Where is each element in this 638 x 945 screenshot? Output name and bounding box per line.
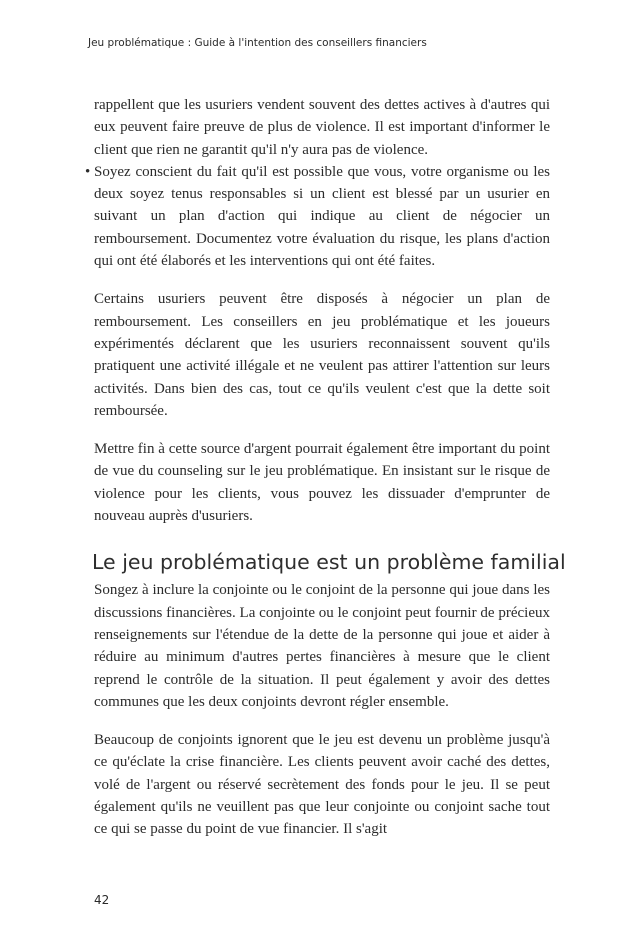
page-number: 42 [94,893,110,907]
bullet-marker: • [85,163,91,180]
bullet-text: Soyez conscient du fait qu'il est possible que vous, votre organisme ou les deux soyez tenus responsables si un client est blessé par un usurier en suivant un plan d'action qui indique au client de négocier un remboursement. Documentez votre évaluation du risque, les plans d'action qui ont été élaborés et les interventions qui ont été faites. [94,163,550,270]
paragraph-counseling: Mettre fin à cette source d'argent pourrait également être important du point de vue du counseling sur le jeu problématique. En insistant sur le risque de violence pour les clients, vous pouvez les dissuader d'emprunter de nouveau auprès d'usuriers. [94,441,550,525]
bullet-item [85,161,550,272]
paragraph-loan-shark-negotiation: Certains usuriers peuvent être disposés à négocier un plan de remboursement. Les conseillers en jeu problématique et les joueurs expérimentés déclarent que les usuriers reconnaissent souvent qu'ils pratiquent une activité illégale et ne veulent pas attirer l'attention sur leurs activités. Dans bien des cas, tout ce qu'ils veulent c'est que la dette soit remboursée. [94,291,550,419]
section-heading: Le jeu problématique est un problème familial [92,550,566,575]
page-body [85,94,566,857]
paragraph-spouse-inclusion: Songez à inclure la conjointe ou le conjoint de la personne qui joue dans les discussions financières. La conjointe ou le conjoint peut fournir de précieux renseignements sur l'étendue de la dette de la personne qui joue et aider à réduire au minimum d'autres pertes financières à mesure que le client reprend le contrôle de la situation. Il peut également y avoir des dettes communes que les deux conjoints devront régler ensemble. [94,582,550,710]
running-header: Jeu problématique : Guide à l'intention des conseillers financiers [88,37,427,49]
continuation-paragraph: rappellent que les usuriers vendent souvent des dettes actives à d'autres qui eux peuvent faire preuve de plus de violence. Il est important d'informer le client que rien ne garantit qu'il n'y aura pas de violence. [94,97,550,158]
paragraph-spouse-awareness: Beaucoup de conjoints ignorent que le jeu est devenu un problème jusqu'à ce qu'éclate la crise financière. Les clients peuvent avoir caché des dettes, volé de l'argent ou réservé secrètement des fonds pour le jeu. Il se peut également qu'ils ne veuillent pas que leur conjointe ou conjoint sache tout ce qui se passe du point de vue financier. Il s'agit [94,732,550,838]
